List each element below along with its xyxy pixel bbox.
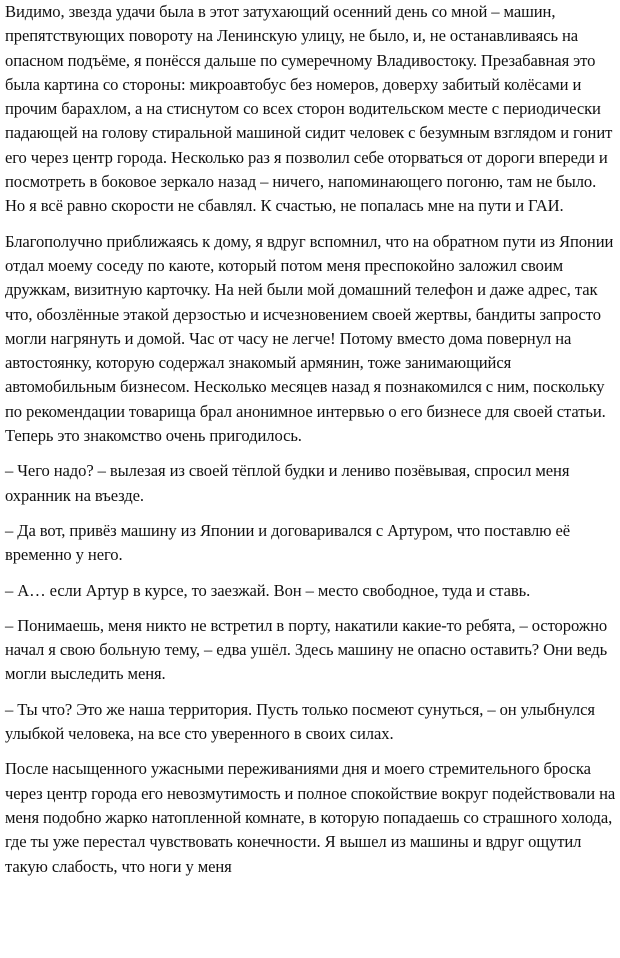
paragraph: – Да вот, привёз машину из Японии и договаривался с Артуром, что поставлю её временно у него.: [5, 520, 571, 565]
paragraph: – Понимаешь, меня никто не встретил в порту, накатили какие-то ребята, – осторожно начал я свою больную тему, – едва ушёл. Здесь машину не опасно оставить? Они ведь могли выследить меня.: [5, 615, 608, 684]
paragraph: – Чего надо? – вылезая из своей тёплой будки и лениво позёвывая, спросил меня охранник на въезде.: [5, 461, 570, 505]
paragraph: Благополучно приближаясь к дому, я вдруг вспомнил, что на обратном пути из Японии отдал моему соседу по каюте, который потом меня преспокойно заложил своим дружкам, визитную карточку. На ней были мой домашний телефон и даже адрес, так что, обозлённые этакой дерзостью и исчезновением своей жертвы, бандиты запросто могли нагрянуть и домой. Час от часу не легче! Потому вместо дома повернул на автостоянку, которую содержал знакомый армянин, тоже занимающийся автомобильным бизнесом. Несколько месяцев назад я познакомился с ним, поскольку по рекомендации товарища брал анонимное интервью о его бизнесе для своей статьи. Теперь это знакомство очень пригодилось.: [5, 231, 614, 446]
paragraph: – А… если Артур в курсе, то заезжай. Вон – место свободное, туда и ставь.: [5, 580, 531, 600]
paragraph: – Ты что? Это же наша территория. Пусть только посмеют сунуться, – он улыбнулся улыбкой человека, на все сто уверенного в своих силах.: [5, 699, 595, 744]
paragraph: Видимо, звезда удачи была в этот затухающий осенний день со мной – машин, препятствующих повороту на Ленинскую улицу, не было, и, не останавливаясь на опасном подъёме, я понёсся дальше по сумеречному Владивостоку. Презабавная это была картина со стороны: микроавтобус без номеров, доверху забитый колёсами и прочим барахлом, а на стиснутом со всех сторон водительском месте с периодически падающей на голову стиральной машиной сидит человек с безумным взглядом и гонит его через центр города. Несколько раз я позволил себе оторваться от дороги впереди и посмотреть в боковое зеркало назад – ничего, напоминающего погоню, там не было. Но я всё равно скорости не сбавлял. К счастью, не попалась мне на пути и ГАИ.: [5, 2, 613, 216]
paragraph: После насыщенного ужасными переживаниями дня и моего стремительного броска через центр города его невозмутимость и полное спокойствие вокруг подействовали на меня подобно жарко натопленной комнате, в которую попадаешь со страшного холода, где ты уже перестал чувствовать конечности. Я вышел из машины и вдруг ощутил такую слабость, что ноги у меня: [5, 759, 616, 876]
